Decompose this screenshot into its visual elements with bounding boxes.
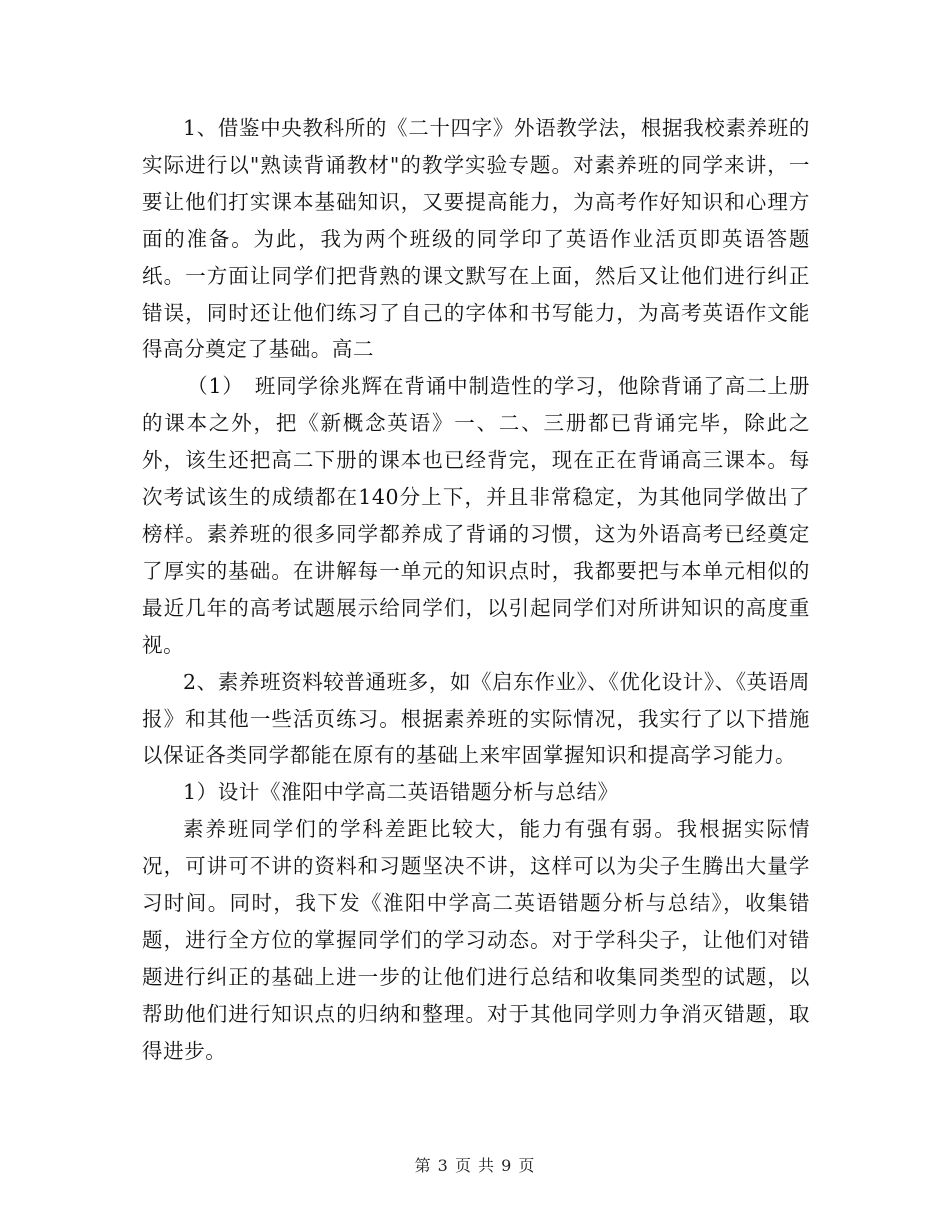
paragraph-5: 素养班同学们的学科差距比较大，能力有强有弱。我根据实际情况，可讲可不讲的资料和习题坚决不讲，这样可以为尖子生腾出大量学习时间。同时，我下发《淮阳中学高二英语错题分析与总结》，收集错题，进行全方位的掌握同学们的学习动态。对于学科尖子，让他们对错题进行纠正的基础上进一步的让他们进行总结和收集同类型的试题，以帮助他们进行知识点的归纳和整理。对于其他同学则力争消灭错题，取得进步。 (142, 817, 810, 1063)
page-footer: 第 3 页 共 9 页 (414, 1156, 536, 1175)
document-body (142, 110, 810, 1070)
paragraph-1: 1、借鉴中央教科所的《二十四字》外语教学法，根据我校素养班的实际进行以"熟读背诵教材"的教学实验专题。对素养班的同学来讲，一要让他们打实课本基础知识，又要提高能力，为高考作好知识和心理方面的准备。为此，我为两个班级的同学印了英语作业活页即英语答题纸。一方面让同学们把背熟的课文默写在上面，然后又让他们进行纠正错误，同时还让他们练习了自己的字体和书写能力，为高考英语作文能得高分奠定了基础。高二 (142, 116, 810, 362)
paragraph-3: 2、素养班资料较普通班多，如《启东作业》、《优化设计》、《英语周报》和其他一些活页练习。根据素养班的实际情况，我实行了以下措施以保证各类同学都能在原有的基础上来牢固掌握知识和提高学习能力。 (142, 669, 810, 768)
paragraph-2: （1） 班同学徐兆辉在背诵中制造性的学习，他除背诵了高二上册的课本之外，把《新概念英语》一、二、三册都已背诵完毕，除此之外，该生还把高二下册的课本也已经背完，现在正在背诵高三课本。每次考试该生的成绩都在140分上下，并且非常稳定，为其他同学做出了榜样。素养班的很多同学都养成了背诵的习惯，这为外语高考已经奠定了厚实的基础。在讲解每一单元的知识点时，我都要把与本单元相似的最近几年的高考试题展示给同学们，以引起同学们对所讲知识的高度重视。 (142, 374, 810, 657)
paragraph-4-heading: 1）设计《淮阳中学高二英语错题分析与总结》 (183, 780, 619, 805)
